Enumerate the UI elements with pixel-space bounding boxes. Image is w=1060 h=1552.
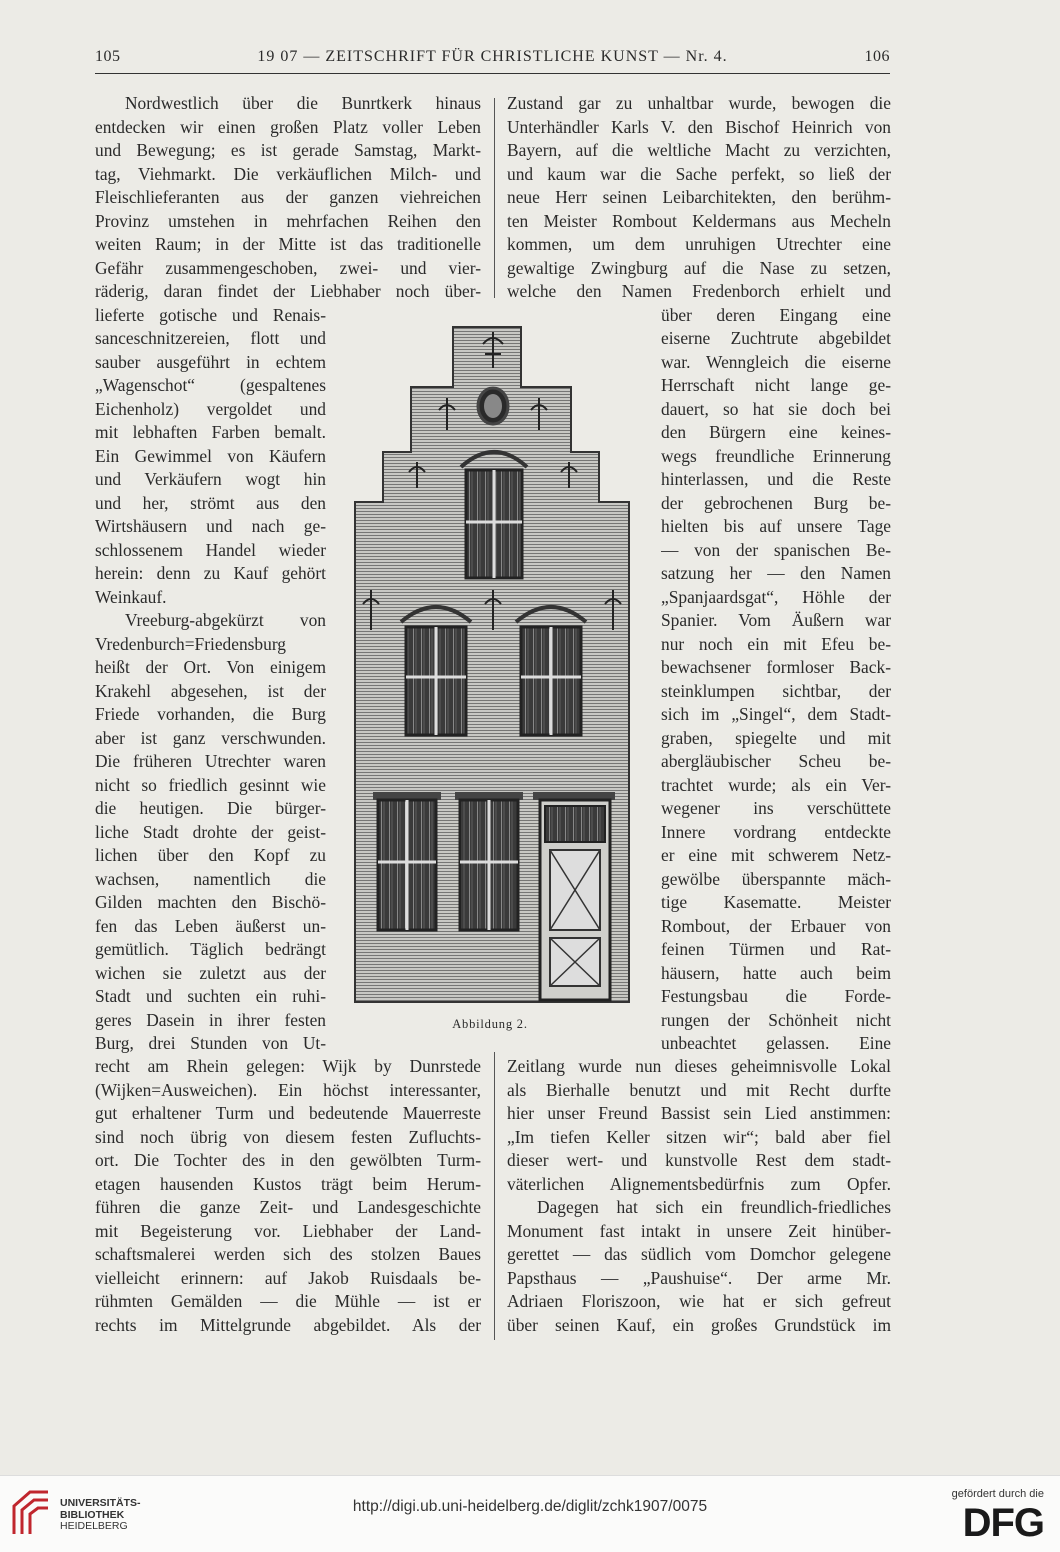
text-line: gemütlich. Täglich bedrängt: [95, 939, 326, 959]
text-line: Dagegen hat sich ein freundlich-friedliches: [537, 1197, 891, 1217]
text-line: über deren Eingang eine: [661, 304, 891, 325]
text-line: Wirtshäusern und nach ge-: [95, 516, 326, 536]
text-line: Gilden machten den Bischö-: [95, 892, 326, 912]
text-line: dauert, so hat sie doch bei: [661, 398, 891, 419]
house-facade-illustration: [333, 322, 641, 1007]
text-line: Zeitlang wurde nun dieses geheimnisvolle Lokal: [507, 1056, 891, 1076]
text-line: recht am Rhein gelegen: Wijk by Dunrstede: [95, 1056, 481, 1076]
text-line: Stadt und suchten ein ruhi-: [95, 986, 326, 1006]
text-line: bewachsener formloser Back-: [661, 657, 891, 677]
text-line: graben, spiegelte und mit: [661, 727, 891, 748]
text-line: rechts im Mittelgrunde abgebildet. Als der: [95, 1314, 481, 1335]
text-line: mit lebhaften Farben bemalt.: [95, 422, 326, 442]
column-rule-top: [494, 98, 495, 298]
text-line: war. Wenngleich die eiserne: [661, 351, 891, 372]
text-line: nicht so friedlich gesinnt wie: [95, 774, 326, 795]
text-line: sauber ausgeführt in echtem: [95, 351, 326, 372]
text-line: heißt der Ort. Von einigem: [95, 657, 326, 677]
text-line: fen das Leben äußerst un-: [95, 915, 326, 936]
text-line: Rombout, der Erbauer von: [661, 915, 891, 936]
text-line: Spanier. Vom Äußern war: [661, 610, 891, 630]
text-line: entdecken wir einen großen Platz voller Leben: [95, 116, 481, 137]
text-line: lichen über den Kopf zu: [95, 845, 326, 865]
permalink-url[interactable]: http://digi.ub.uni-heidelberg.de/diglit/zchk1907/0075: [352, 1498, 708, 1515]
text-line: ort. Die Tochter des in den gewölbten Turm-: [95, 1150, 481, 1170]
text-line: unbeachtet gelassen. Eine: [661, 1033, 891, 1053]
journal-title: 19 07 — ZEITSCHRIFT FÜR CHRISTLICHE KUNST — Nr. 4.: [257, 48, 728, 65]
text-line: Die früheren Utrechter waren: [95, 751, 326, 771]
text-line: Krakehl abgesehen, ist der: [95, 680, 326, 701]
text-line: Unterhändler Karls V. den Bischof Heinrich von: [507, 116, 891, 137]
text-line: und kaum war die Sache perfekt, so ließ der: [507, 163, 891, 184]
text-line: herein: denn zu Kauf gehört: [95, 563, 326, 583]
library-name: UNIVERSITÄTS- BIBLIOTHEK HEIDELBERG: [60, 1497, 141, 1532]
text-line: gewölbe überspannte mäch-: [661, 868, 891, 889]
text-line: feinen Türmen und Rat-: [661, 939, 891, 959]
dfg-logo: DFG: [962, 1501, 1044, 1545]
text-line: rungen der Schönheit nicht: [661, 1009, 891, 1030]
text-line: „Im tiefen Keller sitzen wir“; bald aber fiel: [507, 1126, 891, 1147]
text-line: schaftsmalerei werden sich des stolzen Baues: [95, 1244, 481, 1264]
text-line: hinterlassen, und die Reste: [661, 469, 891, 489]
text-line: räderig, daran findet der Liebhaber noch über-: [95, 281, 481, 301]
text-line: geres Dasein in ihrer festen: [95, 1009, 326, 1030]
text-line: Bayern, auf die weltliche Macht zu verzichten,: [507, 140, 891, 160]
text-line: — von der spanischen Be-: [661, 539, 891, 560]
text-line: Friede vorhanden, die Burg: [95, 704, 326, 724]
text-line: über seinen Kauf, ein großes Grundstück im: [507, 1314, 891, 1335]
text-line: gerettet — das südlich vom Domchor gelegene: [507, 1244, 891, 1264]
text-line: Vreeburg-abgekürzt von: [125, 610, 326, 630]
text-line: als Bierhalle benutzt und mit Recht durfte: [507, 1079, 891, 1100]
text-line: führen die ganze Zeit- und Landesgeschichte: [95, 1197, 481, 1217]
text-line: lieferte gotische und Renais-: [95, 304, 326, 325]
page-number-right: 106: [864, 48, 890, 65]
text-line: häusern, hatte auch beim: [661, 962, 891, 983]
text-line: hielten bis auf unsere Tage: [661, 516, 891, 536]
text-line: Herrschaft nicht lange ge-: [661, 375, 891, 395]
text-line: vielleicht erinnern: auf Jakob Ruisdaals be-: [95, 1267, 481, 1288]
text-line: der gebrochenen Burg be-: [661, 492, 891, 513]
text-line: welche den Namen Fredenborch erhielt und: [507, 281, 891, 301]
text-line: hier unser Freund Bassist sein Lied anstimmen:: [507, 1103, 891, 1123]
text-line: und Verkäufern wogt hin: [95, 469, 326, 489]
text-line: sanceschnitzereien, flott und: [95, 328, 326, 348]
text-line: tige Kasematte. Meister: [661, 892, 891, 912]
text-line: (Wijken=Ausweichen). Ein höchst interessanter,: [95, 1079, 481, 1100]
text-line: wegs freundliche Erinnerung: [661, 445, 891, 466]
text-line: und her, strömt aus den: [95, 492, 326, 513]
text-line: Weinkauf.: [95, 586, 167, 607]
text-line: Adriaen Floriszoon, wie hat er sich gefreut: [507, 1291, 891, 1311]
text-line: steinklumpen sichtbar, der: [661, 680, 891, 701]
text-line: Innere vordrang entdeckte: [661, 821, 891, 842]
text-line: trachtet wurde; als ein Ver-: [661, 774, 891, 795]
text-line: sind noch übrig von diesem festen Zufluchts-: [95, 1126, 481, 1147]
text-line: Eichenholz) vergoldet und: [95, 398, 326, 419]
text-line: wachsen, namentlich die: [95, 868, 326, 889]
text-line: den Bürgern eine keines-: [661, 422, 891, 442]
text-line: gewaltige Zwingburg auf die Nase zu setzen,: [507, 257, 891, 278]
page-number-left: 105: [95, 48, 121, 65]
text-line: mit Begeisterung vor. Liebhaber der Land-: [95, 1220, 481, 1241]
text-line: abergläubischer Scheu be-: [661, 751, 891, 771]
text-line: kommen, um dem unruhigen Utrechter eine: [507, 234, 891, 254]
text-line: ten Meister Rombout Keldermans aus Mecheln: [507, 210, 891, 231]
text-line: dieser wert- und kunstvolle Rest dem stadt-: [507, 1150, 891, 1170]
text-line: Burg, drei Stunden von Ut-: [95, 1033, 326, 1053]
text-line: „Spanjaardsgat“, Höhle der: [661, 586, 891, 607]
university-library-logo-icon: [10, 1488, 52, 1538]
text-line: er eine mit schwerem Netz-: [661, 845, 891, 865]
text-line: „Wagenschot“ (gespaltenes: [95, 375, 326, 395]
text-line: wichen sie zuletzt aus der: [95, 962, 326, 983]
text-line: Monument fast intakt in unsere Zeit hinüber-: [507, 1220, 891, 1241]
text-line: und Bewegung; es ist gerade Samstag, Markt-: [95, 140, 481, 160]
text-line: etagen hausenden Kustos trägt beim Herum-: [95, 1173, 481, 1194]
text-line: gut erhaltener Turm und bedeutende Mauerreste: [95, 1103, 481, 1123]
text-line: Papsthaus — „Paushuise“. Der arme Mr.: [507, 1267, 891, 1288]
text-line: satzung her — den Namen: [661, 563, 891, 583]
text-line: eiserne Zuchtrute abgebildet: [661, 328, 891, 348]
text-line: Fleischlieferanten aus der ganzen viehreichen: [95, 187, 481, 207]
running-header: [95, 44, 890, 74]
text-line: rühmten Gemälden — die Mühle — ist er: [95, 1291, 481, 1311]
text-line: Ein Gewimmel von Käufern: [95, 445, 326, 466]
text-line: Festungsbau die Forde-: [661, 986, 891, 1006]
figure-caption: Abbildung 2.: [452, 1017, 528, 1031]
text-line: Provinz umstehen in mehrfachen Reihen den: [95, 210, 481, 231]
column-rule-bottom: [494, 1052, 495, 1340]
text-line: weiten Raum; in der Mitte ist das traditionelle: [95, 234, 481, 254]
text-line: Vredenburch=Friedensburg: [95, 633, 286, 654]
text-line: Gefähr zusammengeschoben, zwei- und vier-: [95, 257, 481, 278]
funding-note: gefördert durch die: [951, 1488, 1044, 1500]
text-line: neue Herr seinen Leibarchitekten, den berühm-: [507, 187, 891, 207]
text-line: Nordwestlich über die Bunrtkerk hinaus: [125, 93, 481, 113]
digitization-footer: [0, 1475, 1060, 1552]
text-line: Zustand gar zu unhaltbar wurde, bewogen die: [507, 93, 891, 113]
header-rule: [95, 73, 890, 74]
text-line: liche Stadt drohte der geist-: [95, 821, 326, 842]
text-line: wegener ins verschüttete: [661, 798, 891, 818]
text-line: väterlichen Alignementsbedürfnis zum Opfer.: [507, 1173, 891, 1194]
text-line: nur noch ein mit Efeu be-: [661, 633, 891, 654]
text-line: aber ist ganz verschwunden.: [95, 727, 326, 748]
text-line: die heutigen. Die bürger-: [95, 798, 326, 818]
text-line: sich im „Singel“, dem Stadt-: [661, 704, 891, 724]
text-line: schlossenem Handel wieder: [95, 539, 326, 560]
text-line: tag, Viehmarkt. Die verkäuflichen Milch- und: [95, 163, 481, 184]
